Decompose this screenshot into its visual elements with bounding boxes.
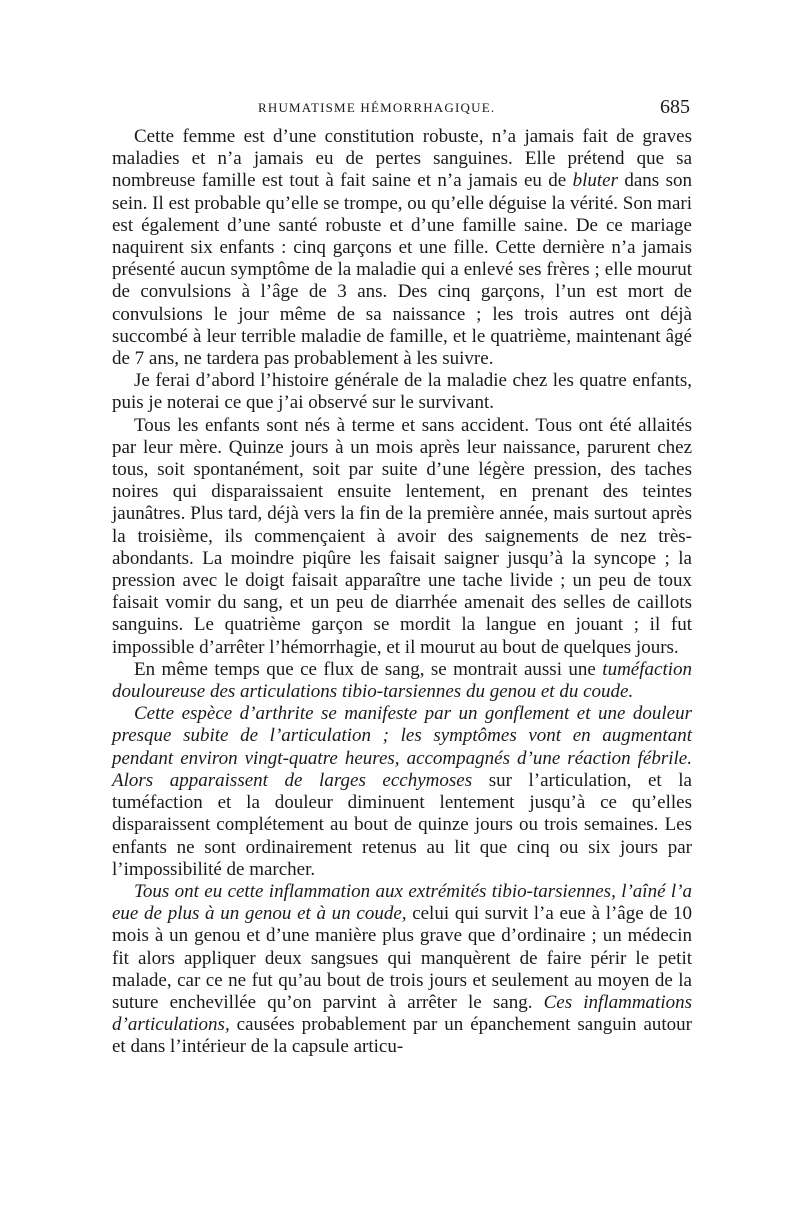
paragraph-3 bbox=[112, 415, 692, 659]
italic-run: bluter bbox=[572, 170, 618, 192]
italic-run: Tous ont eu cette inflammation aux extrémités tibio-tarsiennes, l’aîné l’a eue de plus à un genou et à un coude, bbox=[112, 880, 692, 925]
paragraph-5 bbox=[112, 703, 692, 881]
text-run: Je ferai d’abord l’histoire générale de la maladie chez les quatre enfants, puis je noterai ce que j’ai observé sur le survivant. bbox=[112, 370, 692, 414]
paragraph-2 bbox=[112, 370, 692, 414]
paragraph-1 bbox=[112, 126, 692, 370]
text-run: En même temps que ce flux de sang, se montrait aussi une bbox=[134, 658, 603, 680]
paragraph-6 bbox=[112, 881, 692, 1059]
text-run: dans son sein. Il est probable qu’elle se trompe, ou qu’elle déguise la vérité. Son mari est également d’une santé robuste et d’une famille saine. De ce mariage naquirent six enfants : cinq garçons et une fille. Cette dernière n’a jamais présenté aucun symptôme de la maladie qui a enlevé ses frères ; elle mourut de convulsions à l’âge de 3 ans. Des cinq garçons, l’un est mort de convulsions le jour même de sa naissance ; les trois autres ont déjà succombé à leur terrible maladie de famille, et le quatrième, maintenant âgé de 7 ans, ne tardera pas probablement à les suivre. bbox=[112, 170, 692, 370]
body-text bbox=[112, 126, 692, 1059]
text-run: sur l’articulation, et la tuméfaction et la douleur diminuent lentement jusqu’à ce qu’elles disparaissent complétement au bout de quinze jours ou trois semaines. Les enfants ne sont ordinairement retenus au lit que cinq ou six jours par l’impossibilité de marcher. bbox=[112, 769, 692, 880]
italic-run: Cette espèce d’arthrite se manifeste par un gonflement et une douleur presque subite de l’articulation ; les symptômes vont en augmentant pendant environ vingt-quatre heures, accompagnés d’une réaction fébrile. Alors apparaissent de larges ecchymoses bbox=[112, 703, 692, 791]
page-number: 685 bbox=[660, 96, 690, 118]
page-header bbox=[112, 96, 690, 120]
text-run: celui qui survit l’a eue à l’âge de 10 mois à un genou et d’une manière plus grave que d’ordinaire ; un médecin fit alors appliquer deux sangsues qui manquèrent de faire périr le petit malade, car ce ne fut qu’au bout de trois jours et seulement au moyen de la suture enchevillée qu’on parvint à arrêter le sang. bbox=[112, 903, 692, 1013]
italic-run: tuméfaction douloureuse des articulations tibio-tarsiennes du genou et du coude. bbox=[112, 658, 692, 703]
text-run: causées probablement par un épanchement sanguin autour et dans l’intérieur de la capsule articu- bbox=[112, 1014, 692, 1058]
running-head: RHUMATISME HÉMORRHAGIQUE. bbox=[258, 100, 496, 115]
paragraph-4 bbox=[112, 659, 692, 703]
text-run: Cette femme est d’une constitution robuste, n’a jamais fait de graves maladies et n’a jamais eu de pertes sanguines. Elle prétend que sa nombreuse famille est tout à fait saine et n’a jamais eu de bbox=[112, 126, 692, 192]
text-run: Tous les enfants sont nés à terme et sans accident. Tous ont été allaités par leur mère. Quinze jours à un mois après leur naissance, parurent chez tous, soit spontanément, soit par suite d’une légère pression, des taches noires qui disparaissaient ensuite lentement, en prenant des teintes jaunâtres. Plus tard, déjà vers la fin de la première année, mais surtout après la troisième, ils commençaient à avoir des saignements de nez très-abondants. La moindre piqûre les faisait saigner jusqu’à la syncope ; la pression avec le doigt faisait apparaître une tache livide ; un peu de toux faisait vomir du sang, et un peu de diarrhée amenait des selles de caillots sanguins. Le quatrième garçon se mordit la langue en jouant ; il fut impossible d’arrêter l’hémorrhagie, et il mourut au bout de quelques jours. bbox=[112, 414, 692, 658]
italic-run: Ces inflammations d’articulations, bbox=[112, 991, 692, 1036]
